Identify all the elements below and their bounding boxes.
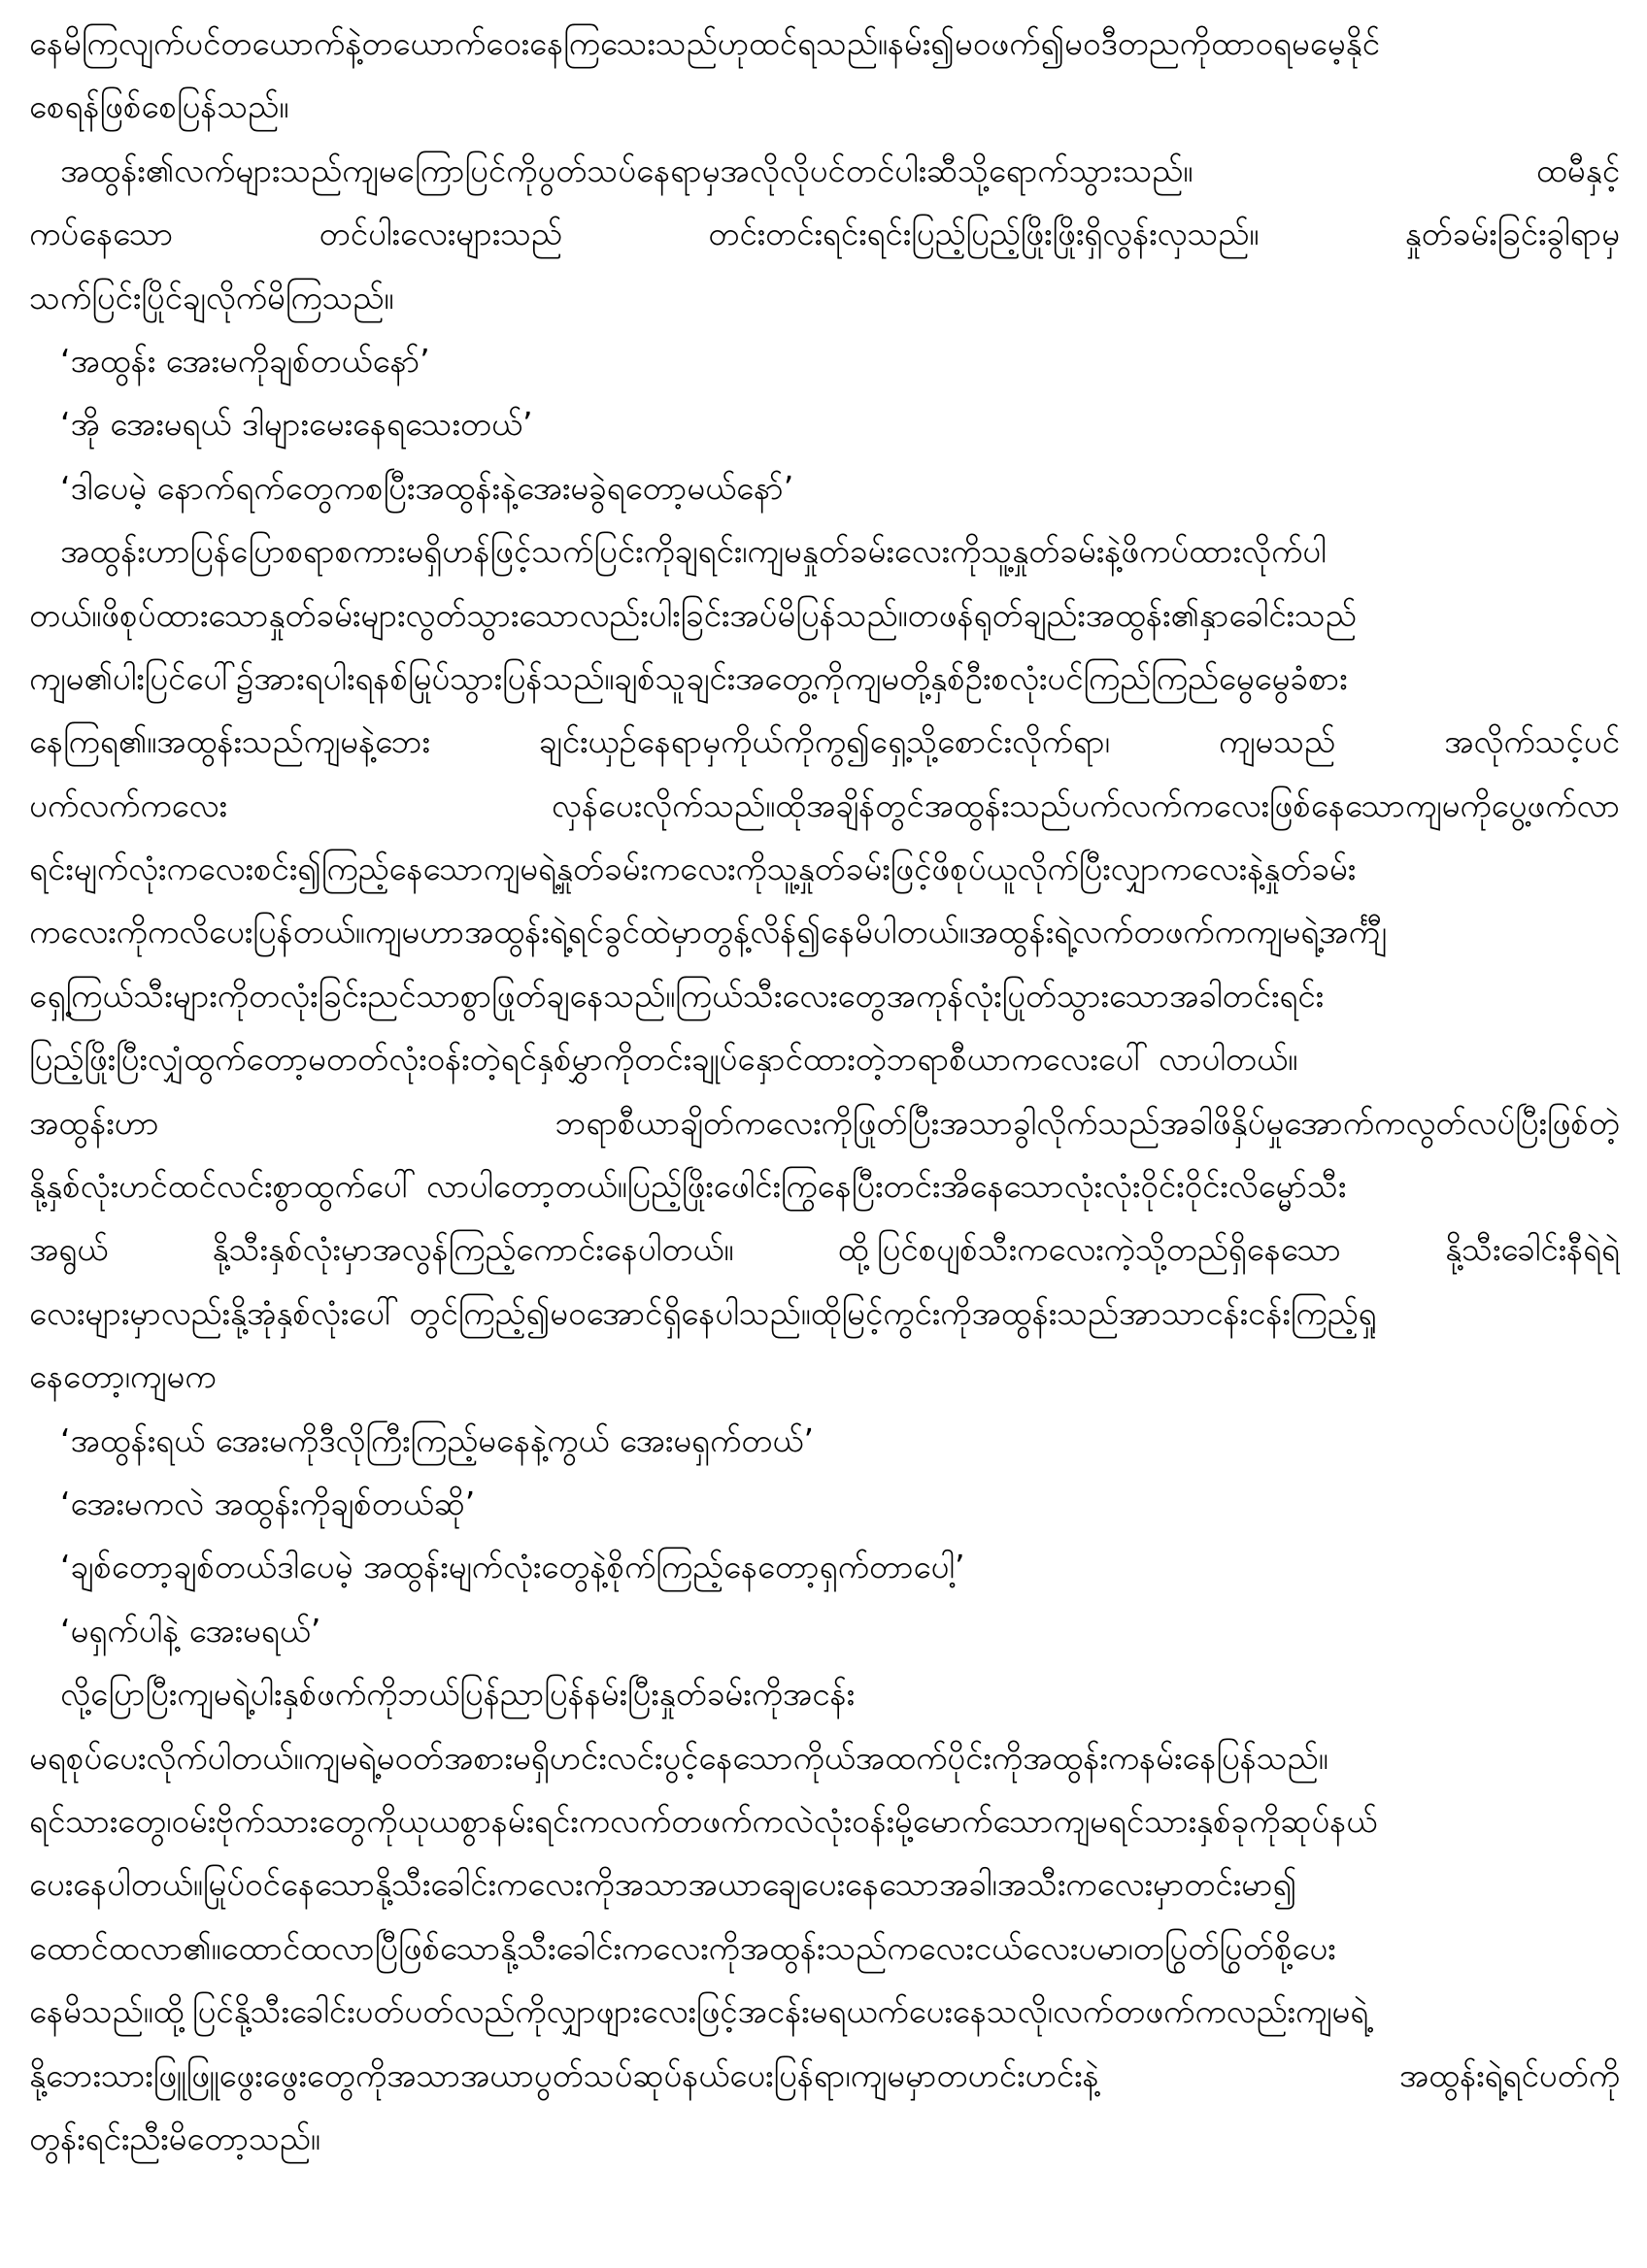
- text-segment: ပြည့်ဖြိုးပြီးလျှံထွက်တော့မတတ်လုံးဝန်းတဲ့ရင်နှစ်မွှာကိုတင်းချုပ်နှောင်ထားတဲ့ဘရာစီယာကလေးပေါ် လာပါတယ်။: [29, 1040, 1298, 1079]
- text-segment: စေရန်ဖြစ်စေပြန်သည်။: [29, 87, 289, 126]
- text-segment: တင်းတင်းရင်းရင်းပြည့်ပြည့်ဖြိုးဖြိုးရှိလွန်းလှသည်။: [708, 215, 1260, 253]
- text-segment: ချင်းယှဉ်နေရာမှကိုယ်ကိုကွ၍ရှေ့သို့စောင်းလိုက်ရာ၊: [538, 722, 1110, 761]
- text-segment: နှုတ်ခမ်းခြင်းခွါရာမှ: [1404, 215, 1620, 253]
- text-segment: မရစုပ်ပေးလိုက်ပါတယ်။ကျမရဲ့မဝတ်အစားမရှိဟင်းလင်းပွင့်နေသောကိုယ်အထက်ပိုင်းကိုအထွန်းကနမ်းနေပြန်သည်။: [29, 1738, 1328, 1777]
- text-line: [29, 900, 1620, 963]
- text-segment: အထွန်းဟာပြန်ပြောစရာစကားမရှိဟန်ဖြင့်သက်ပြင်းကိုချရင်း၊ကျမနှုတ်ခမ်းလေးကိုသူ့နှုတ်ခမ်းနဲ့ဖိကပ်ထားလိုက်ပါ: [60, 532, 1327, 571]
- text-line: [29, 1472, 1620, 1535]
- text-line: [29, 710, 1620, 773]
- text-line: [29, 1599, 1620, 1662]
- text-line: [29, 329, 1620, 392]
- text-segment: ရှေ့ကြယ်သီးများကိုတလုံးခြင်းညင်သာစွာဖြုတ်ချနေသည်။ကြယ်သီးလေးတွေအကုန်လုံးပြုတ်သွားသောအခါတင်းရင်း: [29, 976, 1324, 1015]
- text-line: [29, 1789, 1620, 1852]
- text-segment: ‘အထွန်း အေးမကိုချစ်တယ်နော်’: [60, 341, 430, 380]
- text-line: [29, 1027, 1620, 1090]
- text-line: [29, 519, 1620, 583]
- text-line: [29, 1726, 1620, 1789]
- text-line: [29, 1154, 1620, 1217]
- text-line: [29, 1091, 1620, 1154]
- text-segment: ထောင်ထလာ၏။ထောင်ထလာပြီဖြစ်သောနို့သီးခေါင်းကလေးကိုအထွန်းသည်ကလေးငယ်လေးပမာ၊တပြွတ်ပြွတ်စို့ပေး: [29, 1928, 1336, 1967]
- text-segment: အလိုက်သင့်ပင်: [1444, 722, 1620, 761]
- text-segment: တယ်။ဖိစုပ်ထားသောနှုတ်ခမ်းများလွတ်သွားသောလည်းပါးခြင်းအပ်မိပြန်သည်။တဖန်ရုတ်ချည်းအထွန်း၏နှာခေါင်းသည်: [29, 595, 1357, 634]
- text-segment: နို့သီးခေါင်းနီရဲရဲ: [1445, 1230, 1620, 1269]
- text-line: [29, 1917, 1620, 1980]
- text-segment: ထမီနှင့်: [1535, 150, 1620, 189]
- text-segment: ကျမသည်: [1218, 722, 1336, 761]
- text-line: [29, 647, 1620, 710]
- text-line: [29, 1980, 1620, 2043]
- text-line: [29, 1535, 1620, 1598]
- text-segment: ပေးနေပါတယ်။မြုပ်ဝင်နေသောနို့သီးခေါင်းကလေးကိုအသာအယာချေပေးနေသောအခါ၊အသီးကလေးမှာတင်းမာ၍: [29, 1865, 1297, 1904]
- text-segment: ကလေးကိုကလိပေးပြန်တယ်။ကျမဟာအထွန်းရဲ့ရင်ခွင်ထဲမှာတွန့်လိန်၍နေမိပါတယ်။အထွန်းရဲ့လက်တဖက်ကကျမရဲ့အင်္ကျီ: [29, 913, 1388, 951]
- text-segment: ကပ်နေသော: [29, 215, 174, 253]
- text-line: [29, 584, 1620, 647]
- text-line: [29, 75, 1620, 138]
- text-line: [29, 1409, 1620, 1472]
- text-line: [29, 202, 1620, 265]
- text-line: [29, 12, 1620, 75]
- text-segment: ‘ဒါပေမဲ့ နောက်ရက်တွေကစပြီးအထွန်းနဲ့အေးမခွဲရတော့မယ်နော်’: [60, 468, 794, 507]
- text-segment: နေမိကြလျက်ပင်တယောက်နဲ့တယောက်ဝေးနေကြသေးသည်ဟုထင်ရသည်။နမ်း၍မဝဖက်၍မဝဒီတညကိုထာဝရမမေ့နိုင်: [29, 24, 1380, 62]
- text-segment: ရင်းမျက်လုံးကလေးစင်း၍ကြည့်နေသောကျမရဲ့နှုတ်ခမ်းကလေးကိုသူ့နှုတ်ခမ်းဖြင့်ဖိစုပ်ယူလိုက်ပြီးလျှာကလေးနဲ့နှုတ်ခမ်း: [29, 850, 1357, 888]
- text-line: [29, 456, 1620, 519]
- text-segment: ‘မရှက်ပါနဲ့ အေးမရယ်’: [60, 1611, 321, 1650]
- text-segment: ‘အို အေးမရယ် ဒါများမေးနေရသေးတယ်’: [60, 405, 533, 444]
- text-segment: အရွယ်: [29, 1230, 109, 1269]
- text-line: [29, 964, 1620, 1027]
- text-segment: သက်ပြင်းပြိုင်ချလိုက်မိကြသည်။: [29, 278, 394, 317]
- text-segment: အထွန်းဟာ: [29, 1103, 159, 1142]
- text-line: [29, 1345, 1620, 1408]
- text-line: [29, 1852, 1620, 1916]
- text-line: [29, 2107, 1620, 2170]
- text-segment: အထွန်း၏လက်များသည်ကျမကြောပြင်ကိုပွတ်သပ်နေရာမှအလိုလိုပင်တင်ပါးဆီသို့ရောက်သွားသည်။: [60, 150, 1193, 189]
- text-line: [29, 392, 1620, 455]
- text-segment: နို့ဘေးသားဖြူဖြူဖွေးဖွေးတွေကိုအသာအယာပွတ်သပ်ဆုပ်နယ်ပေးပြန်ရာ၊ကျမမှာတဟင်းဟင်းနဲ့: [29, 2055, 1099, 2094]
- text-segment: ‘အထွန်းရယ် အေးမကိုဒီလိုကြီးကြည့်မနေနဲ့ကွယ် အေးမရှက်တယ်’: [60, 1420, 814, 1459]
- text-segment: အထွန်းရဲ့ရင်ပတ်ကို: [1398, 2055, 1620, 2094]
- text-line: [29, 837, 1620, 900]
- text-segment: နေကြရ၏။အထွန်းသည်ကျမနဲ့ဘေး: [29, 722, 430, 761]
- text-line: [29, 2044, 1620, 2107]
- text-segment: ‘ချစ်တော့ချစ်တယ်ဒါပေမဲ့ အထွန်းမျက်လုံးတွေနဲ့စိုက်ကြည့်နေတော့ရှက်တာပေါ့’: [60, 1548, 965, 1586]
- text-segment: ဘရာစီယာချိတ်ကလေးကိုဖြုတ်ပြီးအသာခွါလိုက်သည်အခါဖိနှိပ်မှုအောက်ကလွတ်လပ်ပြီးဖြစ်တဲ့: [555, 1103, 1620, 1142]
- text-segment: နေတော့၊ကျမက: [29, 1357, 217, 1396]
- text-segment: ရင်သားတွေ၊ဝမ်းဗိုက်သားတွေကိုယုယစွာနမ်းရင်းကလက်တဖက်ကလဲလုံးဝန်းမို့မောက်သောကျမရင်သားနှစ်ခုကိုဆုပ်နယ်: [29, 1801, 1378, 1840]
- text-segment: လှန်ပေးလိုက်သည်။ထိုအချိန်တွင်အထွန်းသည်ပက်လက်ကလေးဖြစ်နေသောကျမကိုပွေ့ဖက်လာ: [551, 785, 1620, 824]
- text-segment: လို့ပြောပြီးကျမရဲ့ပါးနှစ်ဖက်ကိုဘယ်ပြန်ညာပြန်နမ်းပြီးနှုတ်ခမ်းကိုအငန်း: [60, 1675, 855, 1714]
- text-segment: ကျမ၏ပါးပြင်ပေါ်၌အားရပါးရနစ်မြုပ်သွားပြန်သည်။ချစ်သူချင်းအတွေ့ကိုကျမတို့နှစ်ဦးစလုံးပင်ကြည်ကြည်မွေမွေခံစား: [29, 658, 1348, 697]
- text-segment: တွန်းရင်းညီးမိတော့သည်။: [29, 2118, 320, 2157]
- text-segment: လေးများမှာလည်းနို့အုံနှစ်လုံးပေါ် တွင်ကြည့်၍မဝအောင်ရှိနေပါသည်။ထိုမြင့်ကွင်းကိုအထွန်းသည်အာသာငန်းငန်းကြည့်ရှု: [29, 1293, 1377, 1332]
- text-body: [29, 12, 1620, 2170]
- text-segment: နို့သီးနှစ်လုံးမှာအလွန်ကြည့်ကောင်းနေပါတယ်။: [212, 1230, 734, 1269]
- text-segment: ပက်လက်ကလေး: [29, 785, 227, 824]
- text-segment: နေမိသည်။ထို့ပြင်နို့သီးခေါင်းပတ်ပတ်လည်ကိုလျှာဖျားလေးဖြင့်အငန်းမရယက်ပေးနေသလို၊လက်တဖက်ကလည်းကျမရဲ့: [29, 1992, 1369, 2031]
- text-line: [29, 139, 1620, 202]
- text-segment: ထို့ပြင်စပျစ်သီးကလေးကဲ့သို့တည်ရှိနေသော: [837, 1230, 1341, 1269]
- text-line: [29, 774, 1620, 837]
- text-segment: ‘အေးမကလဲ အထွန်းကိုချစ်တယ်ဆို’: [60, 1484, 476, 1522]
- text-line: [29, 1282, 1620, 1345]
- text-line: [29, 266, 1620, 329]
- text-segment: တင်ပါးလေးများသည်: [319, 215, 562, 253]
- text-segment: နို့နှစ်လုံးဟင်ထင်လင်းစွာထွက်ပေါ် လာပါတော့တယ်။ပြည့်ဖြိုးဖေါင်းကြွနေပြီးတင်းအိနေသောလုံးလုံးဝိုင်းဝိုင်းလိမ္မော်သီး: [29, 1167, 1347, 1206]
- text-line: [29, 1662, 1620, 1725]
- text-line: [29, 1217, 1620, 1281]
